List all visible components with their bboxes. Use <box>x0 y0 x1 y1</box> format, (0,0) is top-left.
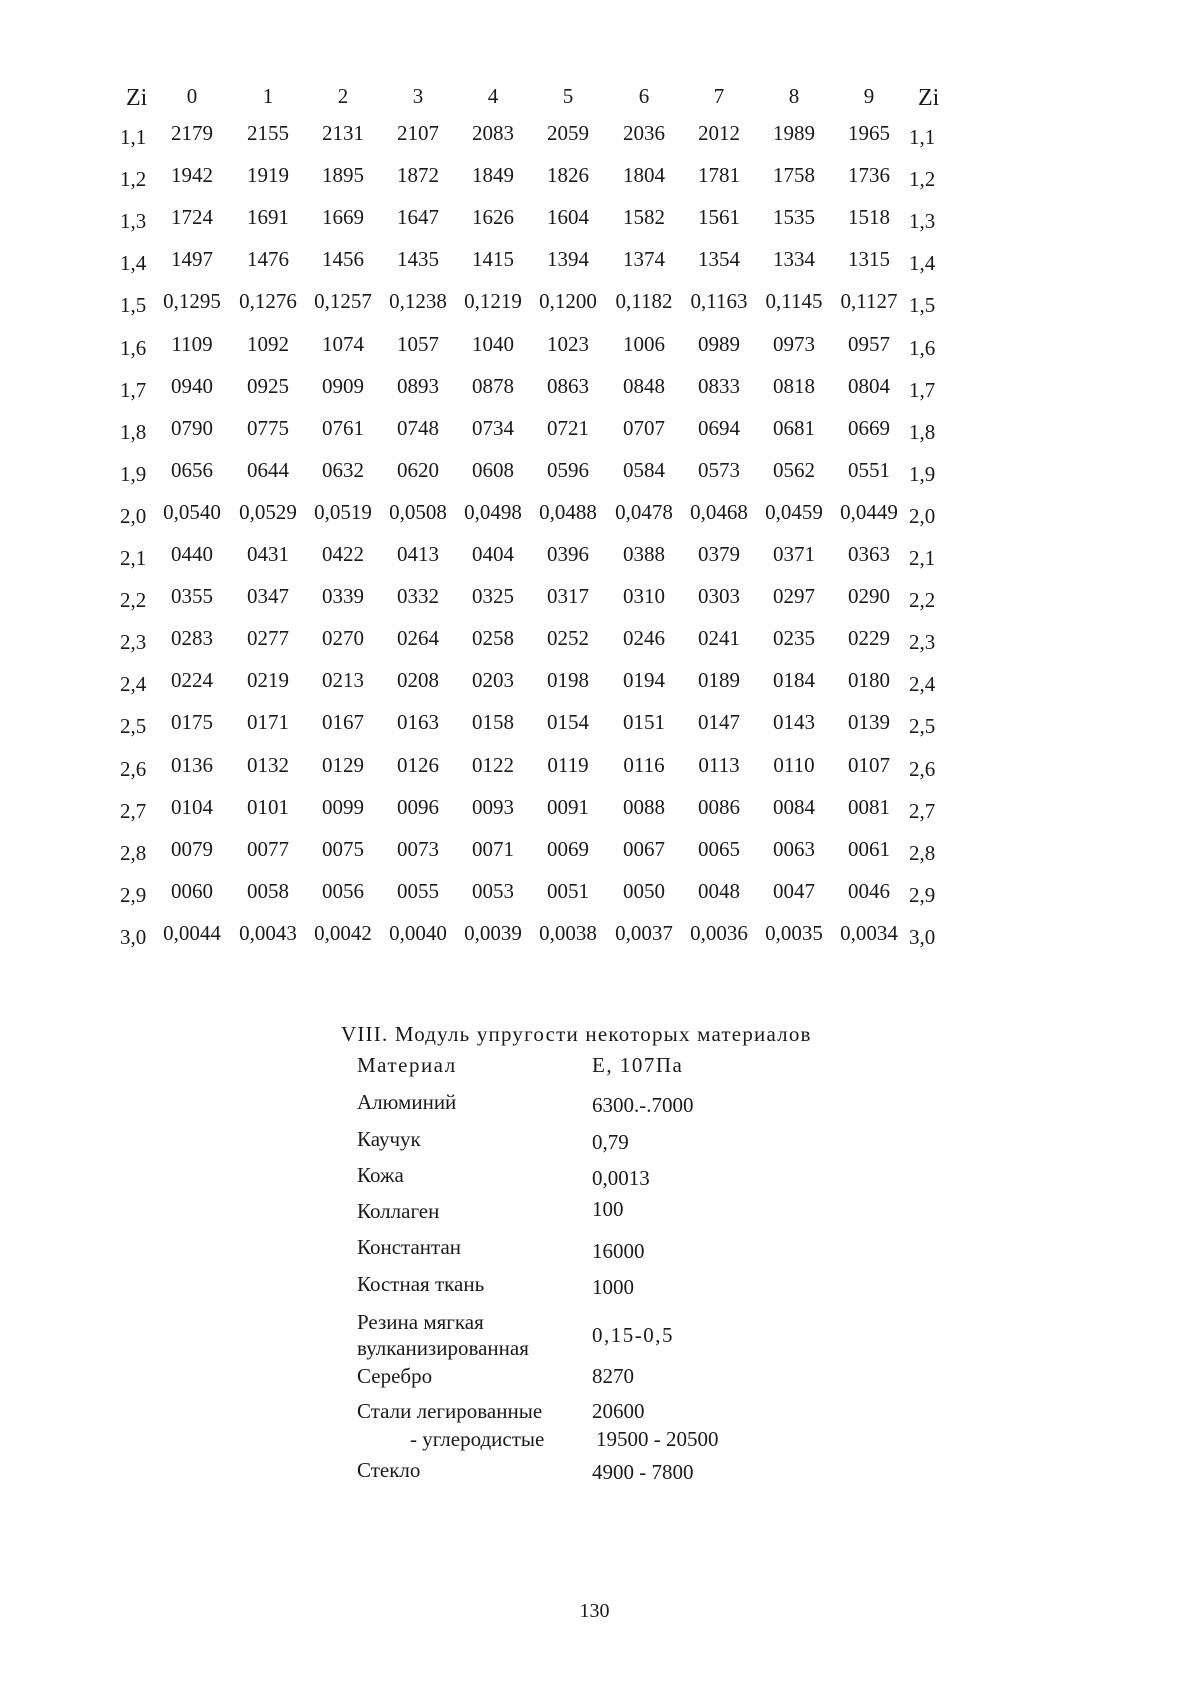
table-cell: 0,1219 <box>464 289 522 313</box>
row-z-label-right: 1,9 <box>909 462 936 486</box>
table-cell: 0,0468 <box>690 500 748 524</box>
table-cell: 1535 <box>773 205 815 229</box>
table-cell: 0107 <box>848 753 890 777</box>
table-cell: 0101 <box>247 795 289 819</box>
table-cell: 0158 <box>472 710 514 734</box>
table-cell: 1849 <box>472 163 514 187</box>
row-z-label-right: 2,9 <box>909 883 936 907</box>
row-z-label-left: 1,1 <box>120 125 147 149</box>
material-name: Каучук <box>357 1127 421 1151</box>
row-z-label-left: 1,4 <box>120 251 147 275</box>
material-name: - углеродистые <box>410 1427 545 1451</box>
table-cell: 0,1276 <box>239 289 297 313</box>
table-cell: 1582 <box>623 205 665 229</box>
row-z-label-right: 1,6 <box>909 336 936 360</box>
table-cell: 0,1295 <box>163 289 221 313</box>
material-modulus: 0,15-0,5 <box>592 1323 674 1347</box>
table-cell: 0277 <box>247 626 289 650</box>
table-cell: 0,0036 <box>690 921 748 945</box>
table-cell: 0303 <box>698 584 740 608</box>
table-cell: 1074 <box>322 332 364 356</box>
row-z-label-left: 2,4 <box>120 672 147 696</box>
table-cell: 0596 <box>547 458 589 482</box>
modulus-column-header: Е, 107Па <box>592 1053 684 1077</box>
material-modulus: 8270 <box>592 1364 634 1388</box>
table-cell: 0,0044 <box>163 921 221 945</box>
table-cell: 0203 <box>472 668 514 692</box>
table-cell: 0171 <box>247 710 289 734</box>
table-cell: 1023 <box>547 332 589 356</box>
table-cell: 1781 <box>698 163 740 187</box>
table-cell: 0,0449 <box>840 500 898 524</box>
table-cell: 0056 <box>322 879 364 903</box>
table-cell: 0046 <box>848 879 890 903</box>
table-cell: 0081 <box>848 795 890 819</box>
table-cell: 0241 <box>698 626 740 650</box>
table-cell: 0396 <box>547 542 589 566</box>
table-cell: 1647 <box>397 205 439 229</box>
material-modulus: 6300.-.7000 <box>592 1093 694 1117</box>
table-cell: 1109 <box>171 332 213 356</box>
column-header-2: 2 <box>337 84 349 108</box>
table-cell: 0669 <box>848 416 890 440</box>
row-z-label-right: 1,1 <box>909 125 936 149</box>
table-cell: 0404 <box>472 542 514 566</box>
page-number: 130 <box>579 1600 610 1622</box>
table-cell: 0077 <box>247 837 289 861</box>
table-cell: 1476 <box>247 247 289 271</box>
table-cell: 0925 <box>247 374 289 398</box>
row-z-label-left: 3,0 <box>120 925 147 949</box>
table-cell: 2059 <box>547 121 589 145</box>
table-cell: 0371 <box>773 542 815 566</box>
table-cell: 0051 <box>547 879 589 903</box>
table-cell: 0694 <box>698 416 740 440</box>
table-cell: 0848 <box>623 374 665 398</box>
table-cell: 1736 <box>848 163 890 187</box>
table-cell: 0069 <box>547 837 589 861</box>
table-cell: 0893 <box>397 374 439 398</box>
material-modulus: 1000 <box>592 1275 634 1299</box>
column-header-1: 1 <box>262 84 274 108</box>
table-cell: 0363 <box>848 542 890 566</box>
column-header-5: 5 <box>562 84 574 108</box>
table-cell: 0113 <box>698 753 740 777</box>
column-header-7: 7 <box>713 84 725 108</box>
material-name: Стали легированные <box>357 1399 543 1423</box>
table-cell: 0,0035 <box>765 921 823 945</box>
table-cell: 1374 <box>623 247 665 271</box>
row-z-label-left: 2,1 <box>120 546 147 570</box>
table-cell: 0104 <box>171 795 213 819</box>
table-cell: 0748 <box>397 416 439 440</box>
table-cell: 0084 <box>773 795 815 819</box>
table-cell: 0379 <box>698 542 740 566</box>
table-cell: 0339 <box>322 584 364 608</box>
table-cell: 2107 <box>397 121 439 145</box>
table-cell: 1497 <box>171 247 213 271</box>
table-cell: 0136 <box>171 753 213 777</box>
row-z-label-left: 1,6 <box>120 336 147 360</box>
material-modulus: 19500 - 20500 <box>596 1427 719 1451</box>
table-cell: 0,0540 <box>163 500 221 524</box>
row-z-label-left: 2,2 <box>120 588 147 612</box>
table-cell: 0189 <box>698 668 740 692</box>
table-cell: 0246 <box>623 626 665 650</box>
material-modulus: 100 <box>592 1197 624 1221</box>
table-cell: 1919 <box>247 163 289 187</box>
table-cell: 0355 <box>171 584 213 608</box>
row-z-label-left: 1,5 <box>120 293 147 317</box>
table-cell: 0175 <box>171 710 213 734</box>
row-z-label-left: 2,7 <box>120 799 147 823</box>
table-cell: 0,0038 <box>539 921 597 945</box>
table-cell: 0620 <box>397 458 439 482</box>
table-cell: 2131 <box>322 121 364 145</box>
row-z-label-right: 2,2 <box>909 588 936 612</box>
row-z-label-left: 1,7 <box>120 378 147 402</box>
table-cell: 0132 <box>247 753 289 777</box>
table-cell: 0551 <box>848 458 890 482</box>
table-cell: 0119 <box>547 753 589 777</box>
row-z-label-right: 1,3 <box>909 209 936 233</box>
zi-header-left: Zi <box>126 85 148 111</box>
table-cell: 0067 <box>623 837 665 861</box>
row-z-label-right: 1,4 <box>909 251 936 275</box>
table-cell: 0116 <box>623 753 665 777</box>
column-header-9: 9 <box>863 84 875 108</box>
table-cell: 0079 <box>171 837 213 861</box>
material-name: Алюминий <box>357 1090 457 1114</box>
table-cell: 0060 <box>171 879 213 903</box>
material-modulus: 0,0013 <box>592 1166 650 1190</box>
column-header-0: 0 <box>186 84 198 108</box>
table-cell: 1872 <box>397 163 439 187</box>
material-modulus: 20600 <box>592 1399 645 1423</box>
table-cell: 0184 <box>773 668 815 692</box>
table-cell: 0,0498 <box>464 500 522 524</box>
table-cell: 0909 <box>322 374 364 398</box>
table-cell: 2155 <box>247 121 289 145</box>
column-header-4: 4 <box>487 84 499 108</box>
table-cell: 1315 <box>848 247 890 271</box>
row-z-label-left: 1,3 <box>120 209 147 233</box>
row-z-label-left: 1,9 <box>120 462 147 486</box>
row-z-label-right: 2,8 <box>909 841 936 865</box>
table-cell: 0388 <box>623 542 665 566</box>
table-cell: 0608 <box>472 458 514 482</box>
table-cell: 0878 <box>472 374 514 398</box>
table-cell: 0,0040 <box>389 921 447 945</box>
table-cell: 0562 <box>773 458 815 482</box>
row-z-label-right: 2,1 <box>909 546 936 570</box>
table-cell: 0208 <box>397 668 439 692</box>
material-name: Серебро <box>357 1364 433 1388</box>
row-z-label-right: 1,5 <box>909 293 936 317</box>
table-cell: 0775 <box>247 416 289 440</box>
row-z-label-left: 2,3 <box>120 630 147 654</box>
table-cell: 0317 <box>547 584 589 608</box>
table-cell: 1092 <box>247 332 289 356</box>
table-cell: 0219 <box>247 668 289 692</box>
table-cell: 0065 <box>698 837 740 861</box>
table-cell: 0063 <box>773 837 815 861</box>
table-cell: 0050 <box>623 879 665 903</box>
table-cell: 1561 <box>698 205 740 229</box>
row-z-label-right: 2,5 <box>909 714 936 738</box>
table-cell: 0283 <box>171 626 213 650</box>
material-name: Стекло <box>357 1458 421 1482</box>
row-z-label-left: 2,6 <box>120 757 147 781</box>
table-cell: 1604 <box>547 205 589 229</box>
table-cell: 0071 <box>472 837 514 861</box>
row-z-label-left: 2,9 <box>120 883 147 907</box>
table-cell: 0721 <box>547 416 589 440</box>
row-z-label-left: 2,0 <box>120 504 147 528</box>
table-cell: 0332 <box>397 584 439 608</box>
table-cell: 1724 <box>171 205 213 229</box>
table-cell: 0707 <box>623 416 665 440</box>
table-cell: 0,1127 <box>840 289 898 313</box>
table-cell: 0224 <box>171 668 213 692</box>
row-z-label-right: 2,0 <box>909 504 936 528</box>
table-cell: 0088 <box>623 795 665 819</box>
table-cell: 0,0508 <box>389 500 447 524</box>
table-cell: 1334 <box>773 247 815 271</box>
table-cell: 0053 <box>472 879 514 903</box>
table-cell: 0422 <box>322 542 364 566</box>
material-modulus: 16000 <box>592 1239 645 1263</box>
table-cell: 0252 <box>547 626 589 650</box>
table-cell: 1518 <box>848 205 890 229</box>
table-cell: 0973 <box>773 332 815 356</box>
column-header-6: 6 <box>638 84 650 108</box>
table-cell: 0,0043 <box>239 921 297 945</box>
table-cell: 0325 <box>472 584 514 608</box>
table-cell: 0656 <box>171 458 213 482</box>
material-modulus: 4900 - 7800 <box>592 1460 694 1484</box>
table-cell: 1626 <box>472 205 514 229</box>
table-cell: 1942 <box>171 163 213 187</box>
table-cell: 0297 <box>773 584 815 608</box>
table-cell: 1394 <box>547 247 589 271</box>
table-cell: 1669 <box>322 205 364 229</box>
material-name: Коллаген <box>357 1199 440 1223</box>
table-cell: 0,1145 <box>765 289 823 313</box>
table-cell: 0863 <box>547 374 589 398</box>
table-cell: 0413 <box>397 542 439 566</box>
table-cell: 1826 <box>547 163 589 187</box>
table-cell: 0,1200 <box>539 289 597 313</box>
table-cell: 0093 <box>472 795 514 819</box>
table-cell: 0061 <box>848 837 890 861</box>
table-cell: 0229 <box>848 626 890 650</box>
table-cell: 0047 <box>773 879 815 903</box>
table-cell: 1456 <box>322 247 364 271</box>
row-z-label-left: 2,5 <box>120 714 147 738</box>
table-cell: 0258 <box>472 626 514 650</box>
table-cell: 0290 <box>848 584 890 608</box>
table-cell: 0122 <box>472 753 514 777</box>
table-cell: 1354 <box>698 247 740 271</box>
table-cell: 0058 <box>247 879 289 903</box>
material-name: Кожа <box>357 1163 404 1187</box>
table-cell: 1758 <box>773 163 815 187</box>
table-cell: 0,0039 <box>464 921 522 945</box>
table-cell: 0086 <box>698 795 740 819</box>
material-name: Константан <box>357 1235 462 1259</box>
table-cell: 0,0488 <box>539 500 597 524</box>
table-cell: 2036 <box>623 121 665 145</box>
table-cell: 0,0042 <box>314 921 372 945</box>
table-cell: 1415 <box>472 247 514 271</box>
table-cell: 0818 <box>773 374 815 398</box>
table-cell: 1691 <box>247 205 289 229</box>
table-cell: 0,1182 <box>615 289 673 313</box>
material-name-line-1: Резина мягкая <box>357 1310 484 1334</box>
row-z-label-right: 2,4 <box>909 672 936 696</box>
table-cell: 0681 <box>773 416 815 440</box>
table-cell: 0804 <box>848 374 890 398</box>
row-z-label-left: 1,2 <box>120 167 147 191</box>
row-z-label-right: 2,6 <box>909 757 936 781</box>
column-header-8: 8 <box>788 84 800 108</box>
table-cell: 0573 <box>698 458 740 482</box>
table-cell: 0264 <box>397 626 439 650</box>
table-cell: 0,0478 <box>615 500 673 524</box>
table-cell: 0734 <box>472 416 514 440</box>
table-cell: 1006 <box>623 332 665 356</box>
table-cell: 0213 <box>322 668 364 692</box>
column-header-3: 3 <box>412 84 424 108</box>
table-cell: 0270 <box>322 626 364 650</box>
table-cell: 0957 <box>848 332 890 356</box>
row-z-label-right: 1,8 <box>909 420 936 444</box>
table-cell: 1989 <box>773 121 815 145</box>
table-cell: 0989 <box>698 332 740 356</box>
row-z-label-left: 1,8 <box>120 420 147 444</box>
table-cell: 0,0037 <box>615 921 673 945</box>
table-cell: 2083 <box>472 121 514 145</box>
table-cell: 0198 <box>547 668 589 692</box>
table-cell: 0,0519 <box>314 500 372 524</box>
table-cell: 0055 <box>397 879 439 903</box>
table-cell: 0,1163 <box>690 289 748 313</box>
table-cell: 1040 <box>472 332 514 356</box>
table-cell: 0,0034 <box>840 921 898 945</box>
material-name: Костная ткань <box>357 1272 485 1296</box>
table-cell: 0154 <box>547 710 589 734</box>
table-cell: 0235 <box>773 626 815 650</box>
table-cell: 0048 <box>698 879 740 903</box>
table-cell: 0584 <box>623 458 665 482</box>
material-column-header: Материал <box>357 1053 457 1077</box>
table-cell: 0,0459 <box>765 500 823 524</box>
table-cell: 0440 <box>171 542 213 566</box>
material-name-line-2: вулканизированная <box>357 1336 529 1360</box>
row-z-label-right: 1,7 <box>909 378 936 402</box>
table-cell: 1057 <box>397 332 439 356</box>
table-cell: 0129 <box>322 753 364 777</box>
table-cell: 0180 <box>848 668 890 692</box>
table-cell: 0790 <box>171 416 213 440</box>
table-cell: 0151 <box>623 710 665 734</box>
table-cell: 0167 <box>322 710 364 734</box>
table-cell: 0833 <box>698 374 740 398</box>
table-cell: 0,1257 <box>314 289 372 313</box>
table-cell: 2179 <box>171 121 213 145</box>
row-z-label-right: 3,0 <box>909 925 936 949</box>
table-cell: 0110 <box>773 753 815 777</box>
table-cell: 1895 <box>322 163 364 187</box>
row-z-label-right: 2,3 <box>909 630 936 654</box>
table-cell: 0644 <box>247 458 289 482</box>
row-z-label-right: 1,2 <box>909 167 936 191</box>
table-cell: 1435 <box>397 247 439 271</box>
row-z-label-right: 2,7 <box>909 799 936 823</box>
material-modulus: 0,79 <box>592 1130 629 1154</box>
table-cell: 0091 <box>547 795 589 819</box>
table-cell: 1804 <box>623 163 665 187</box>
table-cell: 0075 <box>322 837 364 861</box>
zi-header-right: Zi <box>918 85 940 111</box>
row-z-label-left: 2,8 <box>120 841 147 865</box>
table-cell: 0073 <box>397 837 439 861</box>
table-cell: 0139 <box>848 710 890 734</box>
table-cell: 0347 <box>247 584 289 608</box>
table-cell: 0099 <box>322 795 364 819</box>
table-cell: 0194 <box>623 668 665 692</box>
table-cell: 0,1238 <box>389 289 447 313</box>
table-cell: 0,0529 <box>239 500 297 524</box>
table-cell: 0431 <box>247 542 289 566</box>
table-cell: 0163 <box>397 710 439 734</box>
table-cell: 0126 <box>397 753 439 777</box>
table-cell: 0940 <box>171 374 213 398</box>
table-cell: 0147 <box>698 710 740 734</box>
table-cell: 0632 <box>322 458 364 482</box>
table-cell: 2012 <box>698 121 740 145</box>
table-cell: 0143 <box>773 710 815 734</box>
table-cell: 1965 <box>848 121 890 145</box>
table-cell: 0310 <box>623 584 665 608</box>
materials-table-title: VIII. Модуль упругости некоторых материалов <box>341 1022 812 1046</box>
table-cell: 0096 <box>397 795 439 819</box>
table-cell: 0761 <box>322 416 364 440</box>
